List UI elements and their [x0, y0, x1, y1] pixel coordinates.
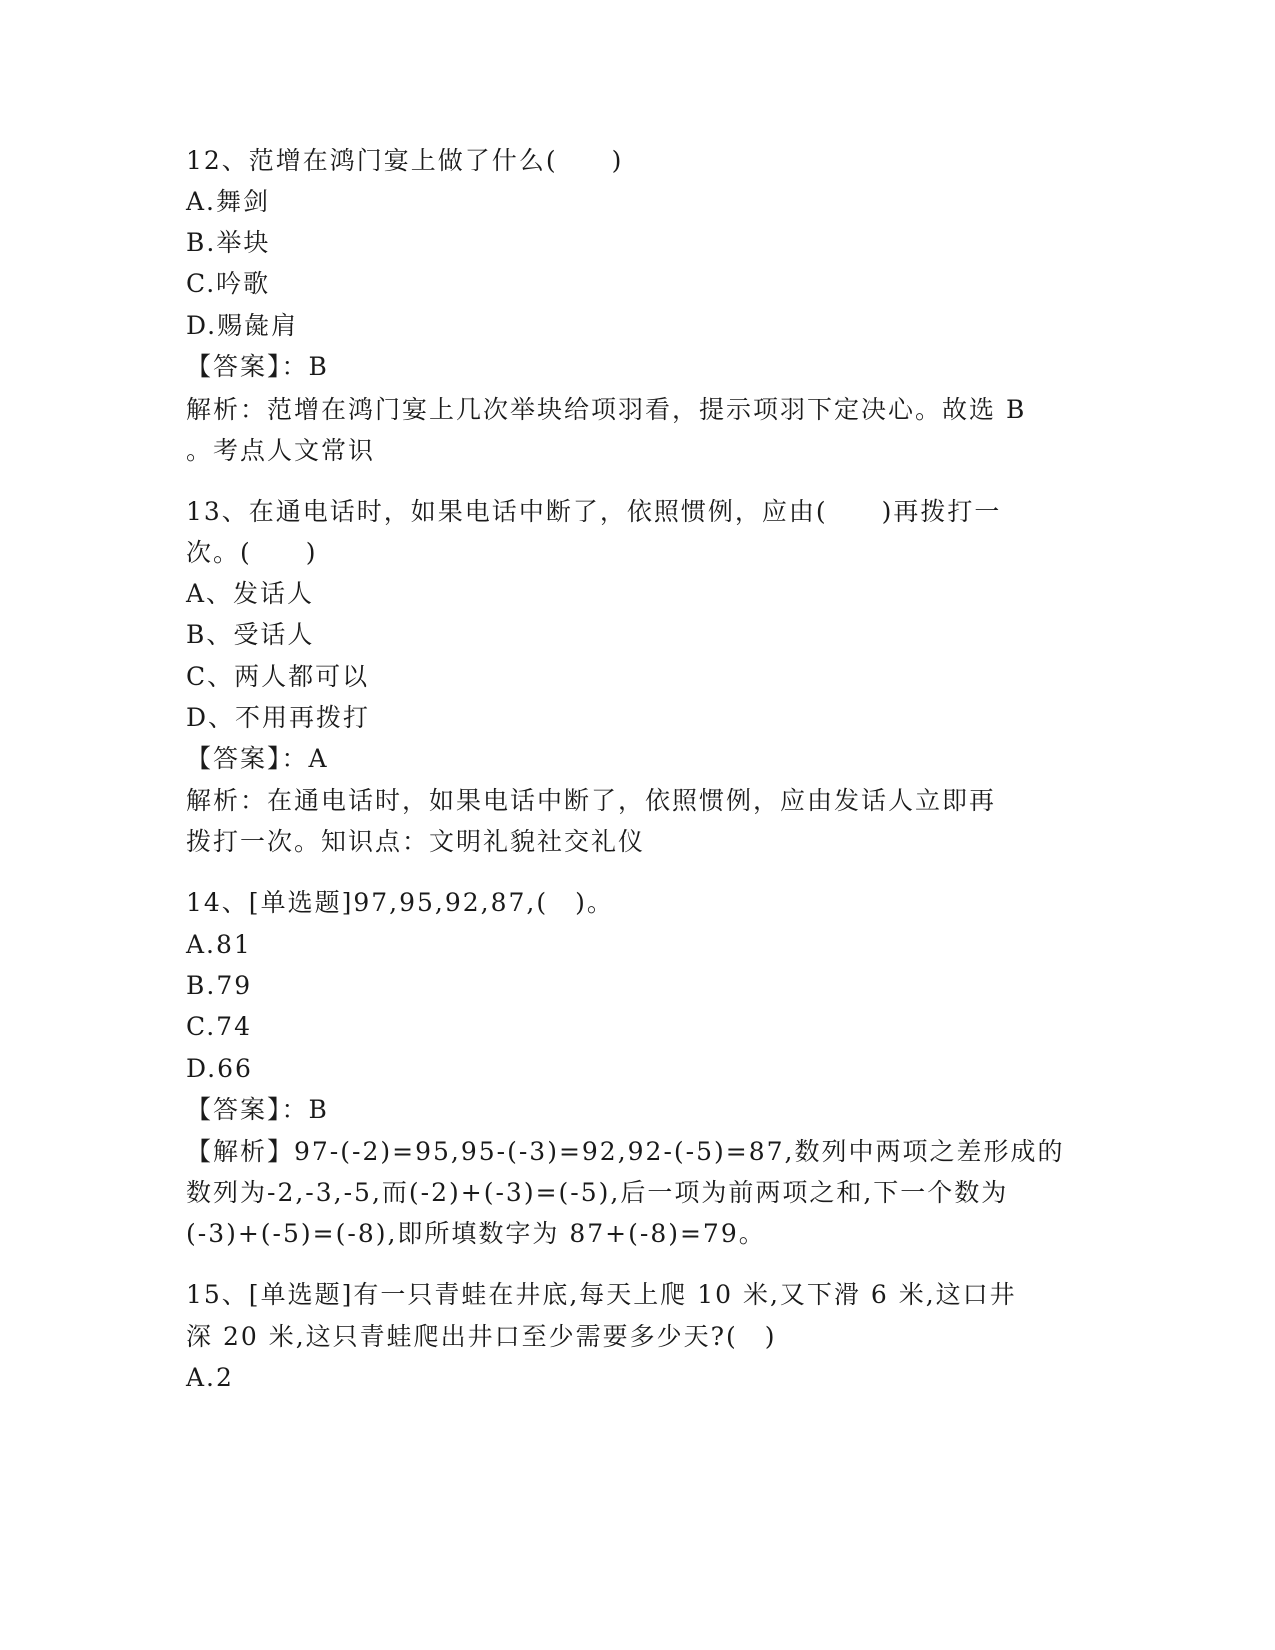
option-d: D.66 [186, 1054, 253, 1083]
question-stem: 13、在通电话时，如果电话中断了，依照惯例，应由( )再拨打一 [186, 497, 1002, 526]
analysis-line: (-3)+(-5)=(-8),即所填数字为 87+(-8)=79。 [186, 1219, 766, 1248]
question-stem: 次。( ) [186, 538, 318, 567]
analysis-line: 【解析】97-(-2)=95,95-(-3)=92,92-(-5)=87,数列中两项之差形成的 [186, 1137, 1065, 1166]
analysis-line: 解析：在通电话时，如果电话中断了，依照惯例，应由发话人立即再 [186, 786, 997, 815]
option-a: A、发话人 [186, 579, 315, 608]
answer: 【答案】：B [186, 352, 329, 381]
question-stem: 14、[单选题]97,95,92,87,( )。 [186, 888, 614, 917]
option-b: B.举块 [186, 228, 271, 257]
option-c: C.吟歌 [186, 269, 271, 298]
analysis-line: 拨打一次。知识点：文明礼貌社交礼仪 [186, 827, 646, 856]
question-stem: 深 20 米,这只青蛙爬出井口至少需要多少天?( ) [186, 1322, 777, 1351]
analysis-line: 数列为-2,-3,-5,而(-2)+(-3)=(-5),后一项为前两项之和,下一个数为 [186, 1178, 1009, 1207]
option-c: C.74 [186, 1012, 252, 1041]
question-stem: 15、[单选题]有一只青蛙在井底,每天上爬 10 米,又下滑 6 米,这口井 [186, 1280, 1017, 1309]
answer: 【答案】：A [186, 744, 329, 773]
option-b: B、受话人 [186, 620, 315, 649]
question-stem: 12、范增在鸿门宴上做了什么( ) [186, 146, 624, 175]
option-b: B.79 [186, 971, 253, 1000]
option-d: D.赐彘肩 [186, 311, 299, 340]
option-d: D、不用再拨打 [186, 703, 371, 732]
option-a: A.舞剑 [186, 187, 271, 216]
analysis-line: 。考点人文常识 [186, 436, 376, 465]
option-c: C、两人都可以 [186, 662, 370, 691]
option-a: A.81 [186, 930, 252, 959]
answer: 【答案】：B [186, 1095, 329, 1124]
analysis-line: 解析：范增在鸿门宴上几次举块给项羽看，提示项羽下定决心。故选 B [186, 395, 1027, 424]
option-a: A.2 [186, 1363, 234, 1392]
